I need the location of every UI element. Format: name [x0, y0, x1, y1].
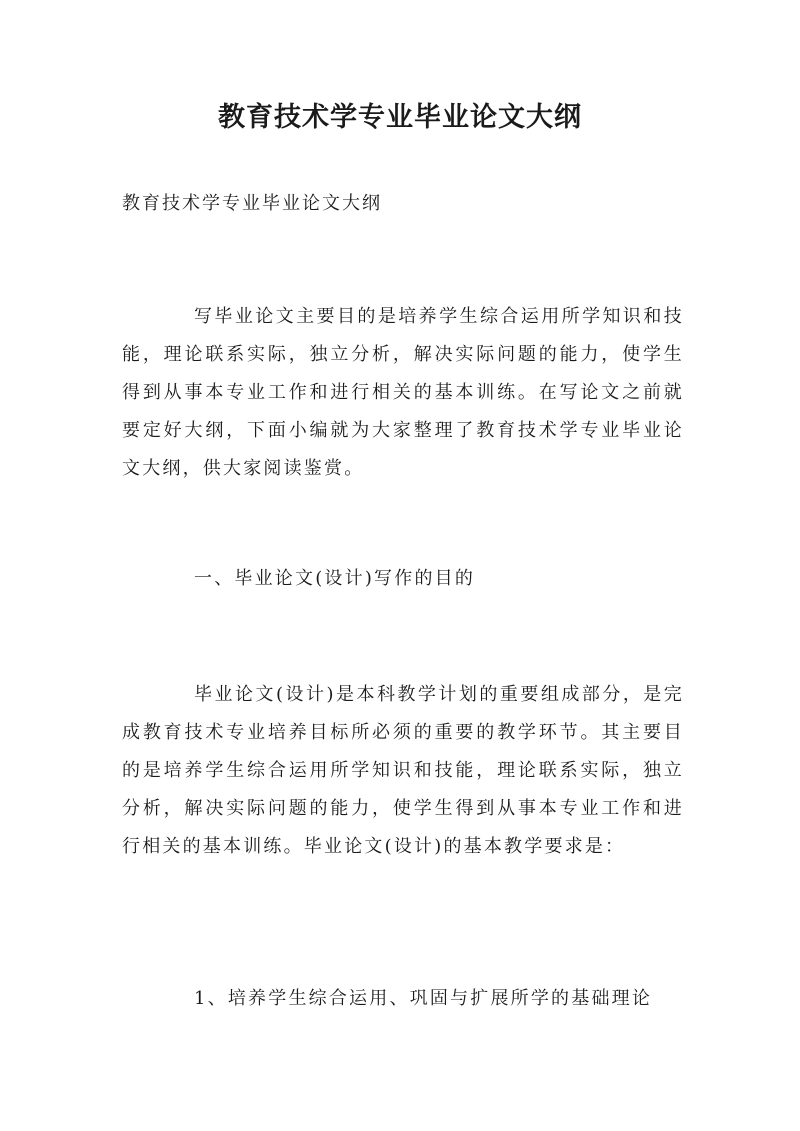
- intro-paragraph: 写毕业论文主要目的是培养学生综合运用所学知识和技能，理论联系实际，独立分析，解决实际问题的能力，使学生得到从事本专业工作和进行相关的基本训练。在写论文之前就要定好大纲，下面小编就为大家整理了教育技术学专业毕业论文大纲，供大家阅读鉴赏。: [122, 306, 684, 479]
- list-item: 1、培养学生综合运用、巩固与扩展所学的基础理论: [194, 988, 653, 1009]
- document-title: 教育技术学专业毕业论文大纲: [218, 102, 582, 133]
- body-paragraph: 毕业论文(设计)是本科教学计划的重要组成部分，是完成教育技术专业培养目标所必须的重要的教学环节。其主要目的是培养学生综合运用所学知识和技能，理论联系实际，独立分析，解决实际问题的能力，使学生得到从事本专业工作和进行相关的基本训练。毕业论文(设计)的基本教学要求是：: [122, 684, 684, 857]
- section-heading: 一、毕业论文(设计)写作的目的: [194, 568, 476, 589]
- document-subtitle: 教育技术学专业毕业论文大纲: [122, 193, 382, 214]
